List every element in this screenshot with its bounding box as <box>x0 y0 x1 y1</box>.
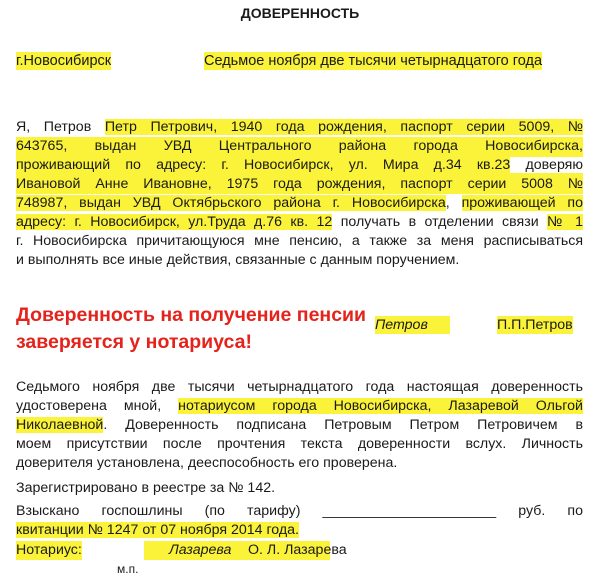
date-words: Седьмое ноября две тысячи четырнадцатого года <box>204 53 543 69</box>
cert-line: моем присутствии после прочтения текста доверенности вслух. Личность <box>16 436 583 452</box>
body-line-highlight: Петр Петрович, 1940 года рождения, паспорт серии 5009, № <box>104 119 583 135</box>
cert-line <box>16 397 583 416</box>
cert-line-plain: удостоверена мной, <box>16 398 179 414</box>
principal-name: П.П.Петров <box>497 317 573 333</box>
notary-name: О. Л. Лазарева <box>248 542 347 558</box>
body-line-highlight: проживающей по <box>461 195 583 211</box>
notice-line: заверяется у нотариуса! <box>16 331 252 353</box>
body-line <box>16 118 583 137</box>
document-title: ДОВЕРЕННОСТЬ <box>240 5 360 21</box>
body-line: г. Новосибирска причитающуюся мне пенсию, а также за меня расписываться <box>16 233 583 249</box>
cert-line: Взыскано госпошлины (по тарифу) ______________________ руб. по <box>16 503 583 519</box>
principal-signature: Петров <box>375 316 450 334</box>
body-line <box>16 194 583 213</box>
body-line: 643765, выдан УВД Центрального района города Новосибирска, <box>16 138 583 154</box>
cert-line <box>16 416 583 435</box>
body-line-plain: , <box>445 195 462 211</box>
notary-notice <box>16 302 366 356</box>
cert-line-highlight: квитанции № 1247 от 07 ноября 2014 года. <box>16 522 300 538</box>
notary-signature: Лазарева <box>169 542 232 558</box>
city: г.Новосибирск <box>16 53 112 69</box>
cert-line-highlight: Николаевной <box>16 417 104 433</box>
seal-place: м.п. <box>117 562 139 576</box>
body-line-highlight: адресу: г. Новосибирск, ул.Труда д.76 кв. 12 <box>16 214 333 230</box>
cert-line: Зарегистрировано в реестре за № 142. <box>16 480 276 496</box>
body-line-highlight: 748987, выдан УВД Октябрьского района г. Новосибирска <box>16 195 446 211</box>
body-line-plain: Я, Петров <box>16 119 105 135</box>
cert-line: доверителя установлена, дееспособность его проверена. <box>16 455 398 471</box>
body-line-plain: доверяю <box>510 157 583 173</box>
cert-line-plain: . Доверенность подписана Петровым Петром Петровичем в <box>103 417 583 433</box>
body-line-highlight: № 1 <box>547 214 583 230</box>
body-line <box>16 213 583 232</box>
cert-line-highlight: нотариусом города Новосибирска, Лазаревой Ольгой <box>178 398 583 414</box>
notary-label: Нотариус: <box>16 542 82 558</box>
notice-line: Доверенность на получение пенсии <box>16 304 367 326</box>
body-line: Ивановой Анне Ивановне, 1975 года рождения, паспорт серии 5008 № <box>16 176 583 192</box>
cert-line: Седьмого ноября две тысячи четырнадцатого года настоящая доверенность <box>16 379 583 395</box>
body-line: и выполнять все иные действия, связанные с данным поручением. <box>16 252 460 268</box>
body-line-plain: получать в отделении связи <box>332 214 548 230</box>
body-line <box>16 156 583 175</box>
body-line-highlight: проживающий по адресу: г. Новосибирск, ул. Мира д.34 кв.23 <box>16 157 511 173</box>
cert-line <box>16 521 299 540</box>
